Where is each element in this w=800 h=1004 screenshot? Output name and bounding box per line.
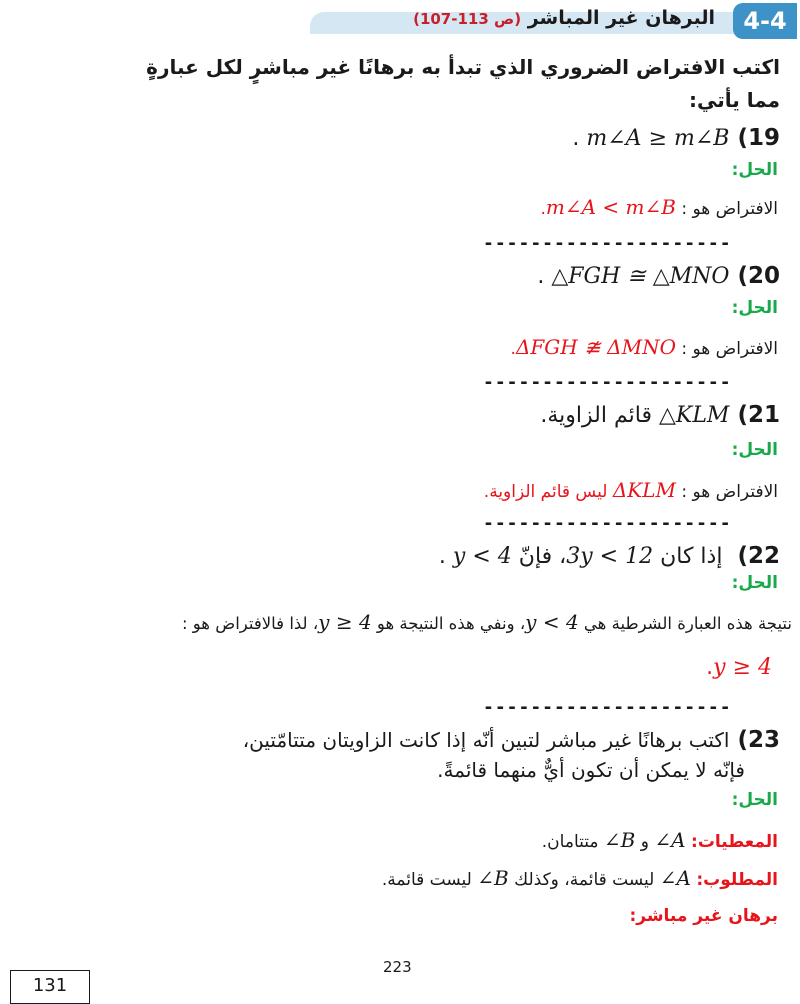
intro-line-1: اكتب الافتراض الضروري الذي تبدأ به برهانًا غير مباشرٍ لكل عبارةٍ <box>146 55 780 79</box>
conclusion: y < 4 <box>452 544 512 569</box>
givens-line <box>542 828 778 852</box>
required-text: ليست قائمة. <box>381 870 472 890</box>
angle-a: ∠A <box>654 828 686 852</box>
question-statement: △FGH ≅ △MNO <box>551 264 730 289</box>
angle-b: ∠B <box>477 866 509 890</box>
angle-b: ∠B <box>603 828 636 852</box>
assumption-value: m∠A < m∠B <box>545 195 676 219</box>
question-20: 20)△FGH ≅ △MNO . <box>537 263 780 289</box>
page-number: 223 <box>383 958 412 976</box>
separator: --------------------- <box>483 372 732 393</box>
assumption-value-text: ليس قائم الزاوية. <box>483 482 608 502</box>
angle-a: ∠A <box>659 866 691 890</box>
required-line <box>382 866 778 890</box>
condition: 3y < 12 <box>566 544 654 569</box>
assumption-label: الافتراض هو : <box>681 199 778 219</box>
explanation-part: نتيجة هذه العبارة الشرطية هي <box>583 614 792 633</box>
answer-20: الافتراض هو : ΔFGH ≇ ΔMNO. <box>510 335 778 359</box>
assumption-label: الافتراض هو : <box>681 339 778 359</box>
question-statement-math: △KLM <box>658 403 730 428</box>
question-23-line-1 <box>243 727 780 753</box>
required-label: المطلوب: <box>696 870 778 890</box>
question-23-line-2: فإنّه لا يمكن أن تكون أيٌّ منهما قائمةً. <box>437 758 745 782</box>
answer-21 <box>484 478 778 502</box>
givens-label: المعطيات: <box>691 832 778 852</box>
question-text: اكتب برهانًا غير مباشر لتبين أنّه إذا كانت الزاويتان متتامّتين، <box>242 728 730 752</box>
required-text: ليست قائمة، وكذلك <box>514 870 655 890</box>
explanation-math: y < 4 <box>525 610 579 634</box>
separator: --------------------- <box>483 697 732 718</box>
explanation-part: ، ونفي هذه النتيجة هو <box>376 614 526 633</box>
question-statement-text: قائم الزاوية. <box>540 403 652 428</box>
explanation-math: y ≥ 4 <box>318 610 372 634</box>
question-number: 22) <box>737 543 780 569</box>
question-number: 23) <box>737 727 780 753</box>
solution-label: الحل: <box>731 160 778 180</box>
solution-label: الحل: <box>731 573 778 593</box>
lesson-number-badge: 4-4 <box>733 3 797 39</box>
explanation-part: ، لذا فالافتراض هو : <box>181 614 319 633</box>
question-21 <box>540 402 780 428</box>
assumption-value: ΔFGH ≇ ΔMNO <box>515 335 676 359</box>
if-text: إذا كان <box>660 544 723 569</box>
separator: --------------------- <box>483 233 732 254</box>
q22-explanation <box>182 610 792 634</box>
lesson-title: البرهان غير المباشر <box>527 7 715 29</box>
question-number: 19) <box>737 125 780 151</box>
question-22: 22) إذا كان 3y < 12، فإنّ y < 4 . <box>438 543 780 569</box>
answer-19: الافتراض هو : m∠A < m∠B. <box>540 195 778 219</box>
solution-label: الحل: <box>731 440 778 460</box>
indirect-proof-label: برهان غير مباشر: <box>629 906 778 926</box>
and-text: و <box>640 832 650 852</box>
question-19: 19)m∠A ≥ m∠B . <box>572 125 780 151</box>
assumption-value: y ≥ 4 <box>713 655 772 680</box>
solution-label: الحل: <box>731 790 778 810</box>
lesson-pages: (ص 113-107) <box>413 10 522 28</box>
separator: --------------------- <box>483 513 732 534</box>
assumption-value-math: ΔKLM <box>612 478 676 502</box>
givens-text: متتامان. <box>541 832 599 852</box>
solution-label: الحل: <box>731 298 778 318</box>
question-statement: m∠A ≥ m∠B <box>586 126 730 151</box>
assumption-label: الافتراض هو : <box>681 482 778 502</box>
question-number: 21) <box>737 402 780 428</box>
intro-line-2: مما يأتي: <box>688 88 780 112</box>
answer-22: y ≥ 4. <box>706 655 772 680</box>
header-title <box>413 7 715 29</box>
page-tab-box: 131 <box>10 970 90 1004</box>
question-number: 20) <box>737 263 780 289</box>
then-text: ، فإنّ <box>518 544 567 569</box>
